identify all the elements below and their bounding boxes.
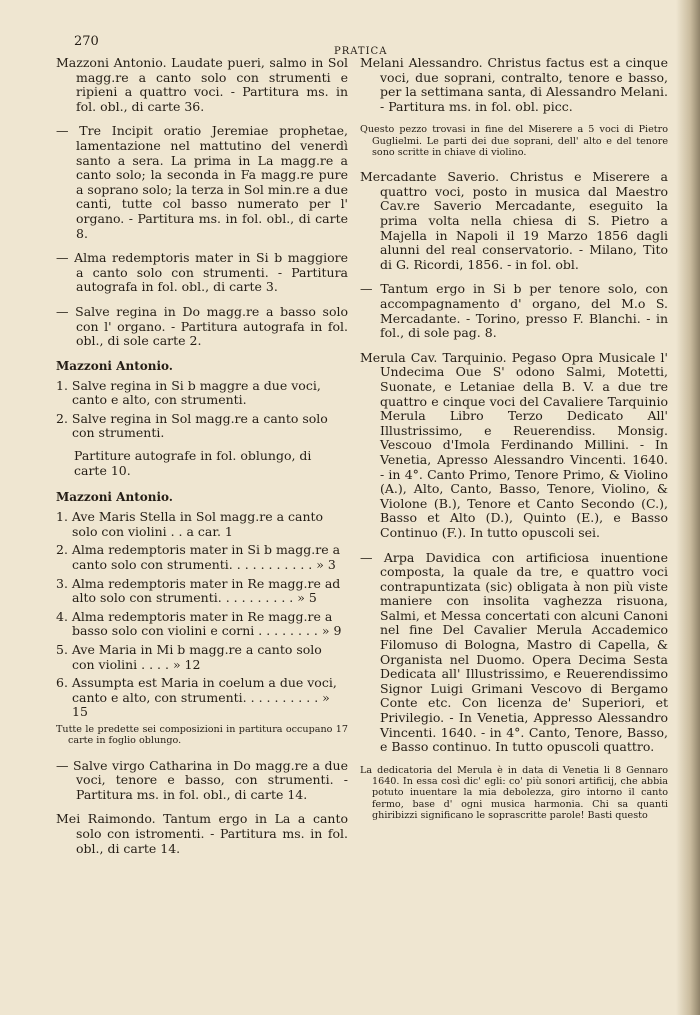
list-item: 2. Salve regina in Sol magg.re a canto solo con strumenti.	[56, 410, 328, 441]
entry-merula-arpa: — Arpa Davidica con artificiosa inuentione composta, la quale da tre, e quattro voci contrapuntizata (sic) obligata à non più viste maniere con insolita vaghezza risuona, Salmi, et Messa concertati con alcuni Canoni nel fine Del Cavalier Merula Accademico Filomuso di Bologna, Mastro di Capella, & Organista nel Duomo. Opera Decima Sesta Dedicata all' Illustrissimo, e Reuerendissimo Signor Luigi Grimani Vescovo di Bergamo Conte etc. Con licenza de' Superiori, et Privilegio. - In Venetia, Appresso Alessandro Vincenti. 1640. - in 4°. Canto, Tenore, Basso, e Basso continuo. In tutto opuscoli quattro.	[360, 549, 668, 755]
entry-mazzoni-laudate: Mazzoni Antonio. Laudate pueri, salmo in Sol magg.re a canto solo con strumenti e ripieni a quattro voci. - Partitura ms. in fol. obl., di carte 36.	[56, 55, 348, 114]
section-heading: Mazzoni Antonio.	[56, 358, 173, 373]
entry-melani-christus: Melani Alessandro. Christus factus est a cinque voci, due soprani, contralto, tenore e basso, per la settimana santa, di Alessandro Melani. - Partitura ms. in fol. obl. picc.	[360, 55, 668, 114]
entry-merula-pegaso: Merula Cav. Tarquinio. Pegaso Opra Musicale l' Undecima Oue S' odono Salmi, Motetti, Suonate, e Letaniae della B. V. a due tre quattro e cinque voci del Cavaliere Tarquinio Merula Libro Terzo Dedicato All' Illustrissimo, e Reuerendiss. Monsig. Vescouo d'Imola Ferdinando Millini. - In Venetia, Apresso Alessandro Vincenti. 1640. - in 4°. Canto Primo, Tenore Primo, & Violino (A.), Alto, Canto, Basso, Tenore, Violino, & Violone (B.), Tenore et Canto Secondo (C.), Basso et Alto (D.), Quinto (E.), e Basso Continuo (F.). In tutto opuscoli sei.	[360, 349, 668, 540]
list-item: 4. Alma redemptoris mater in Re magg.re a basso solo con violini e corni . . . . . . . . » 9	[56, 608, 342, 639]
footnote: Questo pezzo trovasi in fine del Miserere a 5 voci di Pietro Guglielmi. Le parti dei due soprani, dell' alto e del tenore sono scritte in chiave di violino.	[360, 124, 668, 158]
entry-mei-tantum: Mei Raimondo. Tantum ergo in La a canto solo con istromenti. - Partitura ms. in fol. obl., di carte 14.	[56, 811, 348, 856]
entry-mazzoni-salve: — Salve regina in Do magg.re a basso solo con l' organo. - Partitura autografa in fol. obl., di sole carte 2.	[56, 303, 348, 349]
page-edge	[676, 0, 700, 1015]
right-column	[360, 56, 668, 833]
list-item: 5. Ave Maria in Mi b magg.re a canto solo con violini . . . . » 12	[56, 642, 322, 672]
left-column	[56, 56, 348, 866]
entry-mazzoni-incipit: — Tre Incipit oratio Jeremiae prophetae, lamentazione nel mattutino del venerdì santo a sera. La prima in La magg.re a canto solo; la seconda in Fa magg.re pure a soprano solo; la terza in Sol min.re a due canti, tutte col basso numerato per l' organo. - Partitura ms. in fol. obl., di carte 8.	[56, 123, 349, 241]
footnote: La dedicatoria del Merula è in data di Venetia li 8 Gennaro 1640. In essa così dic' egli: co' più sonori artificij, che abbia potuto inuentare la mia debolezza, giro intorno il canto fermo, base d' ogni musica harmonia. Chi sa quanti ghiribizzi significano le soprascritte parole! Basti questo	[360, 764, 668, 822]
page-number: 270	[74, 34, 99, 49]
entry-note: Partiture autografe in fol. oblungo, di carte 10.	[74, 448, 312, 478]
entry-mazzoni-alma: — Alma redemptoris mater in Si b maggiore a canto solo con strumenti. - Partitura autografa in fol. obl., di carte 3.	[56, 250, 348, 295]
running-title: PRATICA	[334, 46, 388, 57]
entry-mercadante-christus: Mercadante Saverio. Christus e Miserere a quattro voci, posto in musica dal Maestro Cav.re Saverio Mercadante, eseguito la prima volta nella chiesa di S. Pietro a Majella in Napoli il 19 Marzo 1856 dagli alunni del real conservatorio. - Milano, Tito di G. Ricordi, 1856. - in fol. obl.	[360, 169, 668, 272]
entry-mazzoni-salve-virgo: — Salve virgo Catharina in Do magg.re a due voci, tenore e basso, con strumenti. - Partitura ms. in fol. obl., di carte 14.	[56, 757, 348, 802]
footnote: Tutte le predette sei composizioni in partitura occupano 17 carte in foglio oblungo.	[56, 723, 348, 747]
list-item: 6. Assumpta est Maria in coelum a due voci, canto e alto, con strumenti. . . . . . . . . . » 15	[56, 675, 337, 720]
section-heading: Mazzoni Antonio.	[56, 490, 173, 505]
list-item: 1. Ave Maris Stella in Sol magg.re a canto solo con violini . . a car. 1	[56, 509, 324, 539]
list-item: 3. Alma redemptoris mater in Re magg.re ad alto solo con strumenti. . . . . . . . . . » 5	[56, 575, 341, 606]
list-item: 2. Alma redemptoris mater in Si b magg.re a canto solo con strumenti. . . . . . . . . . . » 3	[56, 542, 341, 573]
list-item: 1. Salve regina in Si b maggre a due voci, canto e alto, con strumenti.	[56, 377, 321, 408]
entry-mercadante-tantum: — Tantum ergo in Si b per tenore solo, con accompagnamento d' organo, del M.o S. Mercadante. - Torino, presso F. Blanchi. - in fol., di sole pag. 8.	[360, 281, 668, 341]
